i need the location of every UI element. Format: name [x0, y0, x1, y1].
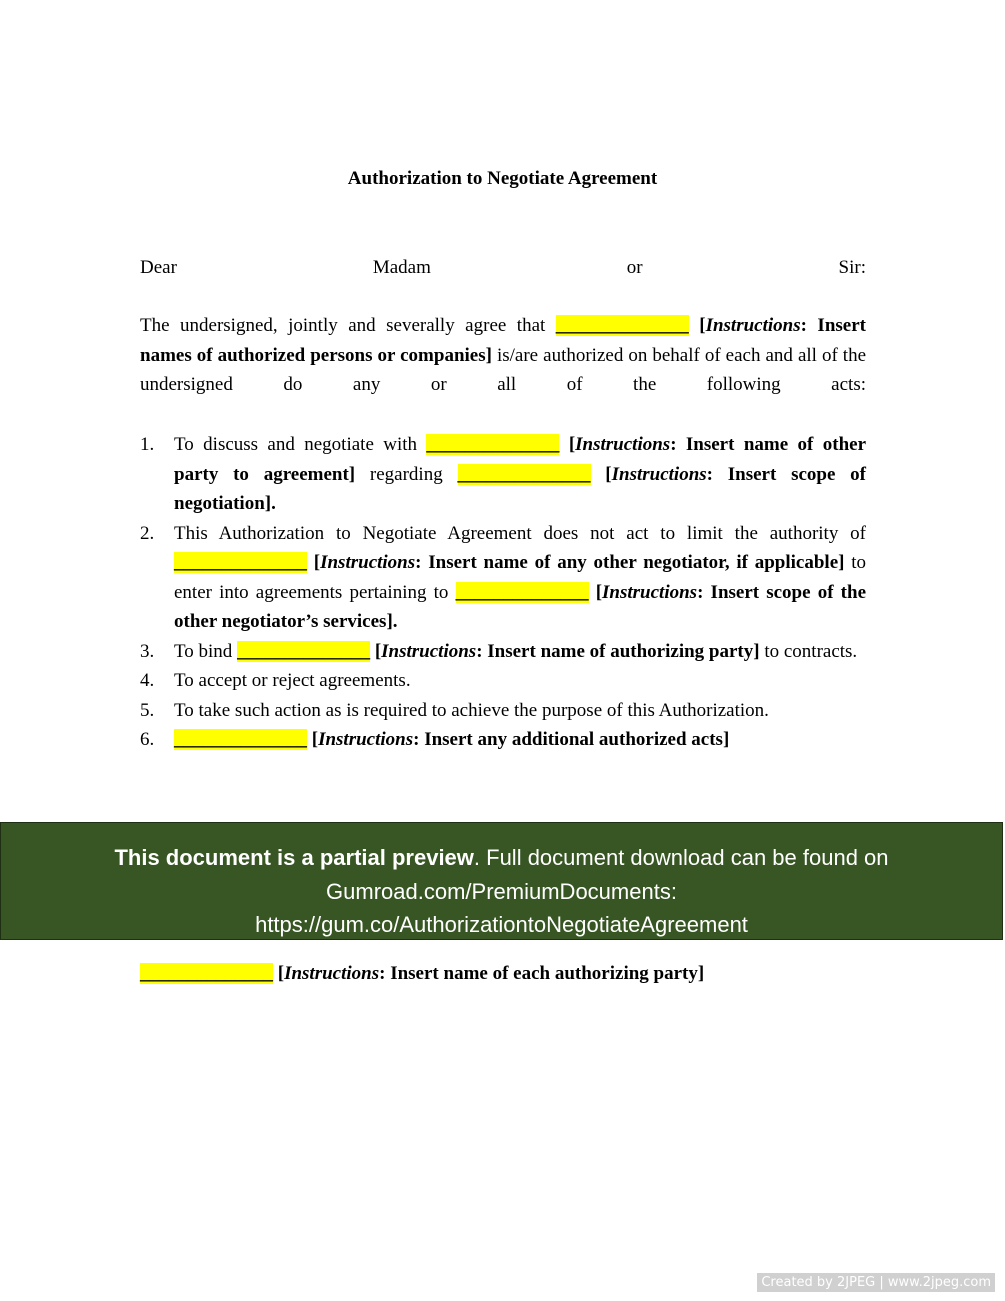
salutation-word: Sir:	[838, 257, 866, 278]
blank-field[interactable]: ______________	[140, 963, 273, 984]
banner-line: Gumroad.com/PremiumDocuments:	[326, 878, 677, 904]
salutation-word: or	[626, 257, 643, 278]
salutation	[140, 257, 866, 279]
list-item: 2. This Authorization to Negotiate Agreement does not act to limit the authority of ______________ [Instructions: Insert name of any other negotiator, if applicable] to enter into agreements pertaining to ______________ [Instructions: Insert scope of the other negotiator’s services].	[140, 522, 866, 632]
salutation-word: Madam	[372, 257, 431, 278]
banner-line: This document is a partial preview. Full document download can be found on	[114, 845, 889, 870]
document-title: Authorization to Negotiate Agreement	[347, 168, 658, 189]
blank-field[interactable]: ______________	[174, 552, 307, 573]
authorized-acts-list	[140, 430, 866, 755]
instruction-note: [Instructions: Insert name of other party to agreement]	[174, 434, 866, 485]
instruction-note: [Instructions: Insert name of each authorizing party]	[277, 963, 705, 984]
list-item: 6. ______________ [Instructions: Insert any additional authorized acts]	[140, 729, 730, 750]
instruction-note: [Instructions: Insert any additional authorized acts]	[311, 729, 730, 750]
blank-field[interactable]: ______________	[555, 315, 689, 336]
instruction-note: [Instructions: Insert names of authorized persons or companies]	[140, 315, 866, 366]
watermark: Created by 2JPEG | www.2jpeg.com	[757, 1273, 995, 1292]
blank-field[interactable]: ______________	[457, 463, 591, 485]
preview-banner	[0, 822, 1003, 940]
list-item: 1. To discuss and negotiate with ______________ [Instructions: Insert name of other party to agreement] regarding ______________ [Instructions: Insert scope of negotiation].	[140, 434, 867, 514]
list-item: 5. To take such action as is required to achieve the purpose of this Authorization.	[140, 699, 769, 721]
salutation-word: Dear	[140, 257, 177, 278]
instruction-note: [Instructions: Insert name of any other negotiator, if applicable]	[313, 552, 845, 573]
blank-field[interactable]: ______________	[237, 640, 371, 662]
blank-field[interactable]: ______________	[455, 581, 589, 603]
signature-line	[140, 963, 704, 985]
intro-paragraph: The undersigned, jointly and severally agree that ______________ [Instructions: Insert names of authorized persons or companies] is/are authorized on behalf of each and all of the undersigned do any or all of the following acts:	[140, 315, 867, 395]
instruction-note: [Instructions: Insert name of authorizing party]	[374, 640, 760, 662]
list-item: 3. To bind ______________ [Instructions: Insert name of authorizing party] to contracts.	[140, 640, 858, 662]
blank-field[interactable]: ______________	[174, 729, 307, 750]
blank-field[interactable]: ______________	[426, 434, 560, 455]
instruction-note: [Instructions: Insert scope of negotiation].	[174, 463, 867, 514]
list-item: 4. To accept or reject agreements.	[140, 670, 411, 691]
instruction-note: [Instructions: Insert scope of the other negotiator’s services].	[174, 581, 866, 632]
banner-link[interactable]: https://gum.co/AuthorizationtoNegotiateAgreement	[255, 912, 748, 937]
